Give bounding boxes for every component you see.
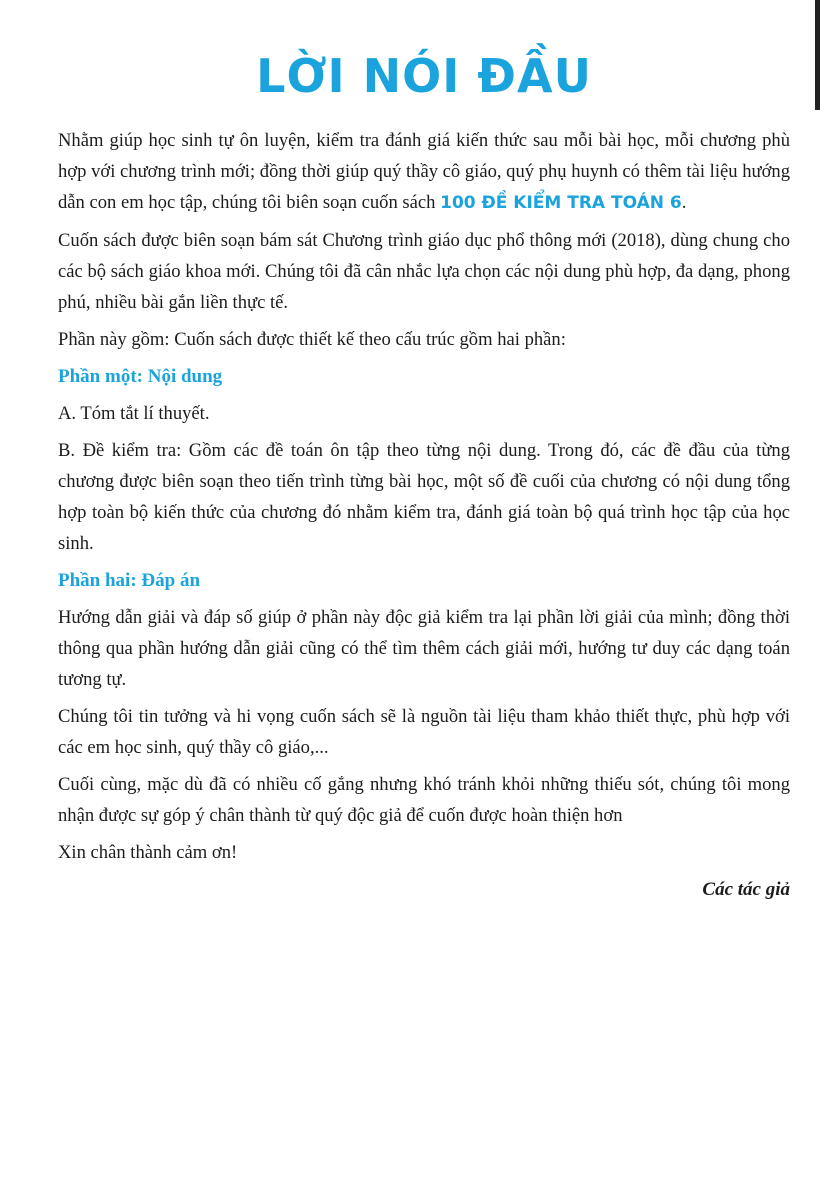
paragraph-part-two: Hướng dẫn giải và đáp số giúp ở phần này độc giả kiểm tra lại phần lời giải của mình; đồng thời thông qua phần hướng dẫn giải cũng có thể tìm thêm cách giải mới, hướng tư duy các dạng toán tương tự.	[58, 607, 790, 690]
paragraph-curriculum: Cuốn sách được biên soạn bám sát Chương trình giáo dục phổ thông mới (2018), dùng chung cho các bộ sách giáo khoa mới. Chúng tôi đã cân nhắc lựa chọn các nội dung phù hợp, đa dạng, phong phú, nhiều bài gắn liền thực tế.	[58, 230, 790, 313]
section-heading-part-two: Phần hai: Đáp án	[58, 570, 201, 591]
book-title: 100 ĐỀ KIỂM TRA TOÁN 6	[440, 193, 682, 213]
intro-text: Nhằm giúp học sinh tự ôn luyện, kiểm tra đánh giá kiến thức sau mỗi bài học, mỗi chương phù hợp với chương trình mới; đồng thời giúp quý thầy cô giáo, quý phụ huynh có thêm tài liệu hướng dẫn con em học tập, chúng tôi biên soạn cuốn sách	[58, 130, 790, 213]
paragraph-structure: Phần này gồm: Cuốn sách được thiết kế theo cấu trúc gồm hai phần:	[58, 329, 566, 350]
page-title: LỜI NÓI ĐẦU	[256, 49, 592, 103]
paragraph-hope: Chúng tôi tin tưởng và hi vọng cuốn sách sẽ là nguồn tài liệu tham khảo thiết thực, phù hợp với các em học sinh, quý thầy cô giáo,...	[58, 706, 790, 758]
intro-end: .	[681, 192, 687, 213]
paragraph-part-one-b: B. Đề kiểm tra: Gồm các đề toán ôn tập theo từng nội dung. Trong đó, các đề đầu của từng chương được biên soạn theo tiến trình từng bài học, một số đề cuối của chương có nội dung tổng hợp toàn bộ kiến thức của chương đó nhằm kiểm tra, đánh giá toàn bộ quá trình học tập của học sinh.	[58, 440, 790, 554]
section-heading-part-one: Phần một: Nội dung	[58, 366, 223, 387]
signature: Các tác giả	[702, 879, 790, 900]
intro-paragraph	[58, 125, 790, 219]
paragraph-thanks: Xin chân thành cảm ơn!	[58, 842, 238, 863]
paragraph-final: Cuối cùng, mặc dù đã có nhiều cố gắng nhưng khó tránh khỏi những thiếu sót, chúng tôi mong nhận được sự góp ý chân thành từ quý độc giả để cuốn được hoàn thiện hơn	[58, 774, 790, 826]
page-edge-mark	[815, 0, 820, 110]
paragraph-part-one-a: A. Tóm tắt lí thuyết.	[58, 403, 210, 424]
document-body	[58, 125, 790, 905]
